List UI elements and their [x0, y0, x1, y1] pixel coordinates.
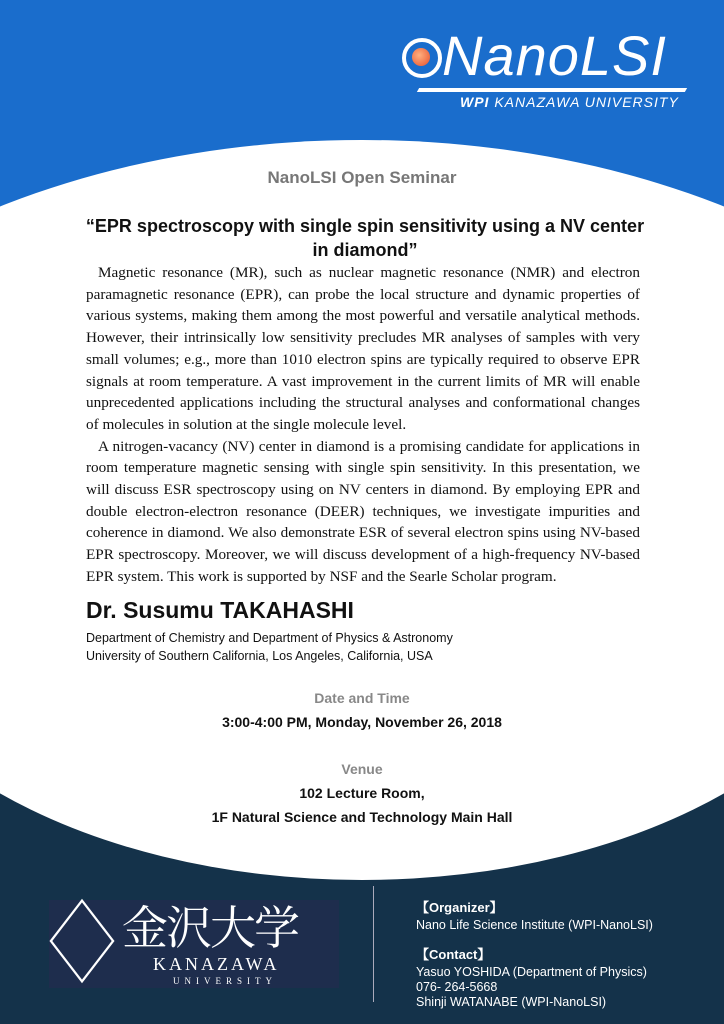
date-value: 3:00-4:00 PM, Monday, November 26, 2018	[222, 713, 502, 730]
venue-hall: 1F Natural Science and Technology Main Hall	[211, 808, 513, 825]
abstract-paragraph: Magnetic resonance (MR), such as nuclear magnetic resonance (NMR) and electron paramagnetic resonance (EPR), can probe the local structure and dynamic properties of various systems, making them among the most powerful and versatile analytical methods. However, their intrinsically low sensitivity precludes MR analyses of samples with very small volumes; e.g., more than 1010 electron spins are typically required to observe EPR signals at room temperature. A vast improvement in the current limits of MR will enable unprecedented applications including the structural analyses and conformational changes of molecules in solution at the single molecule level.	[86, 264, 640, 433]
nanolsi-logo: NanoLSI WPI KANAZAWA UNIVERSITY	[400, 30, 690, 115]
seminar-title: “EPR spectroscopy with single spin sensitivity using a NV center in diamond”	[85, 216, 645, 260]
abstract	[86, 262, 640, 588]
footer-divider	[373, 886, 374, 1002]
kanazawa-university-logo: 金沢大学 KANAZAWA UNIVERSITY	[49, 900, 339, 988]
contact-info: 【Organizer】 Nano Life Science Institute (WPI-NanoLSI) 【Contact】 Yasuo YOSHIDA (Department of Physics) 076- 264-5668 Shinji WATANABE (WPI-NanoLSI)	[416, 900, 653, 1009]
venue-room: 102 Lecture Room,	[299, 784, 425, 801]
seminar-series: NanoLSI Open Seminar	[267, 168, 457, 187]
abstract-paragraph: A nitrogen-vacancy (NV) center in diamond is a promising candidate for applications in room temperature magnetic sensing with single spin sensitivity. In this presentation, we will discuss ESR spectroscopy using on NV centers in diamond. By employing EPR and double electron-electron resonance (DEER) techniques, we investigate impurities and coherence in diamond. We also demonstrate ESR of several electron spins using NV-based EPR spectroscopy. Moreover, we will discuss development of a high-frequency NV-based EPR system. This work is supported by NSF and the Searle Scholar program.	[86, 437, 640, 585]
speaker-affiliation: Department of Chemistry and Department of Physics & Astronomy University of Southern California, Los Angeles, California, USA	[86, 630, 453, 663]
university-emblem-icon	[49, 899, 114, 984]
venue-label: Venue	[341, 760, 383, 777]
date-label: Date and Time	[314, 689, 410, 706]
speaker-name: Dr. Susumu TAKAHASHI	[86, 596, 354, 623]
main-content	[0, 262, 724, 826]
